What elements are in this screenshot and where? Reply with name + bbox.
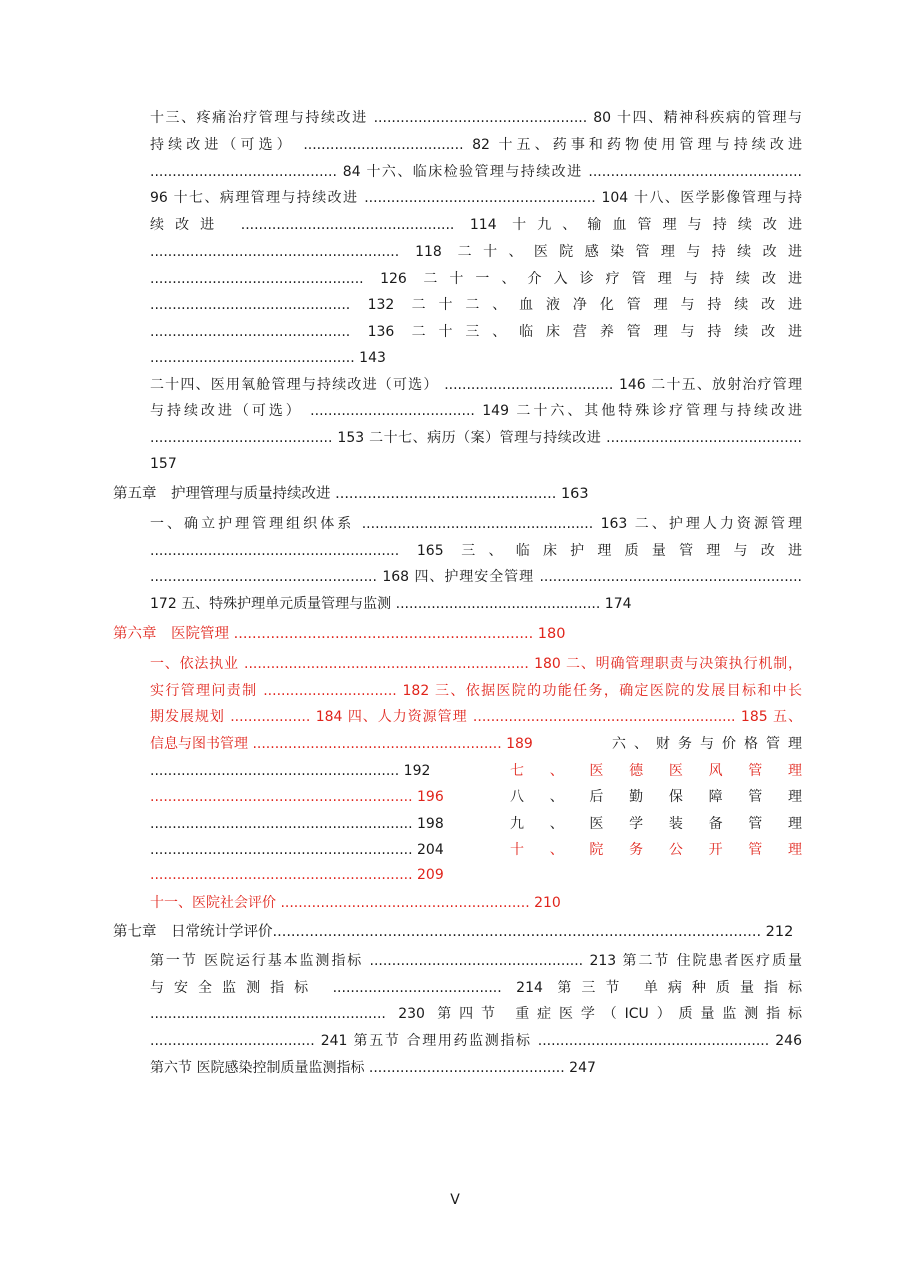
toc-line: 实行管理问责制 .............................. 182 三、依据医院的功能任务，确定医院的发展目标和中长 — [150, 683, 802, 699]
toc-line: 第一节 医院运行基本监测指标 ................................................ 213 第二节 住院患者医疗质量 — [150, 953, 802, 969]
toc-line: ......................................... 153 二十七、病历（案）管理与持续改进 ............................................ — [150, 430, 802, 446]
toc-line: 期发展规划 .................. 184 四、人力资源管理 ........................................................... 185 五、 — [150, 709, 802, 725]
toc-line-part: 七、医德医风管理 — [510, 763, 802, 779]
toc-line: 与持续改进（可选） ..................................... 149 二十六、其他特殊诊疗管理与持续改进 — [150, 403, 802, 419]
toc-line: 172 五、特殊护理单元质量管理与监测 .............................................. 174 — [150, 596, 632, 612]
toc-line-part: ........................................................ 192 — [150, 763, 431, 779]
toc-line: 第六节 医院感染控制质量监测指标 ............................................ 247 — [150, 1060, 596, 1076]
toc-line: 二十四、医用氧舱管理与持续改进（可选） ...................................... 146 二十五、放射治疗管理 — [150, 377, 802, 393]
toc-line: 十三、疼痛治疗管理与持续改进 ................................................ 80 十四、精神科疾病的管理与 — [150, 110, 802, 126]
toc-line: ........................................................ 118 二十、医院感染管理与持续改进 — [150, 244, 802, 260]
toc-line: ........................................................... 209 — [150, 867, 444, 883]
toc-line: ............................................. 136 二十三、临床营养管理与持续改进 — [150, 324, 802, 340]
toc-line: ..................................................... 230 第四节 重症医学（ICU）质量监测指标 — [150, 1006, 802, 1022]
chapter-heading: 第五章 护理管理与质量持续改进 ................................................ 163 — [113, 486, 589, 502]
toc-line: .......................................... 84 十六、临床检验管理与持续改进 ................................................ — [150, 164, 802, 180]
toc-line: 96 十七、病理管理与持续改进 .................................................... 104 十八、医学影像管理与持 — [150, 190, 802, 206]
toc-line: ................................................... 168 四、护理安全管理 ........................................................... — [150, 569, 802, 585]
toc-line-part: 九、医学装备管理 — [510, 816, 802, 832]
toc-line-part: 信息与图书管理 ........................................................ 189 — [150, 736, 533, 752]
toc-line-part: 六、财务与价格管理 — [612, 736, 802, 752]
toc-line: ........................................................ 165 三、临床护理质量管理与改进 — [150, 543, 802, 559]
chapter-heading: 第六章 医院管理 ................................................................. 180 — [113, 626, 566, 642]
toc-line-part: 八、后勤保障管理 — [510, 789, 802, 805]
toc-line: ............................................. 132 二十二、血液净化管理与持续改进 — [150, 297, 802, 313]
toc-line-part: 十、院务公开管理 — [510, 842, 802, 858]
toc-line: 与安全监测指标 ...................................... 214 第三节 单病种质量指标 — [150, 980, 802, 996]
chapter-heading: 第七章 日常统计学评价.......................................................................................................... 212 — [113, 924, 793, 940]
toc-line: 157 — [150, 456, 177, 472]
toc-line-part: ........................................................... 198 — [150, 816, 444, 832]
toc-line: 续改进 ................................................ 114 十九、输血管理与持续改进 — [150, 217, 802, 233]
toc-line: ..................................... 241 第五节 合理用药监测指标 .................................................... 246 — [150, 1033, 802, 1049]
toc-line: 持续改进（可选） .................................... 82 十五、药事和药物使用管理与持续改进 — [150, 137, 802, 153]
toc-line-part: ........................................................... 204 — [150, 842, 444, 858]
toc-line-part: ........................................................... 196 — [150, 789, 444, 805]
toc-line: 一、确立护理管理组织体系 .................................................... 163 二、护理人力资源管理 — [150, 516, 802, 532]
toc-line: 十一、医院社会评价 ........................................................ 210 — [150, 895, 561, 911]
page-number: V — [450, 1192, 460, 1208]
toc-line: .............................................. 143 — [150, 350, 386, 366]
toc-line: 一、依法执业 ................................................................ 180 二、明确管理职责与决策执行机制， — [150, 656, 802, 672]
toc-line: ................................................ 126 二十一、介入诊疗管理与持续改进 — [150, 271, 802, 287]
